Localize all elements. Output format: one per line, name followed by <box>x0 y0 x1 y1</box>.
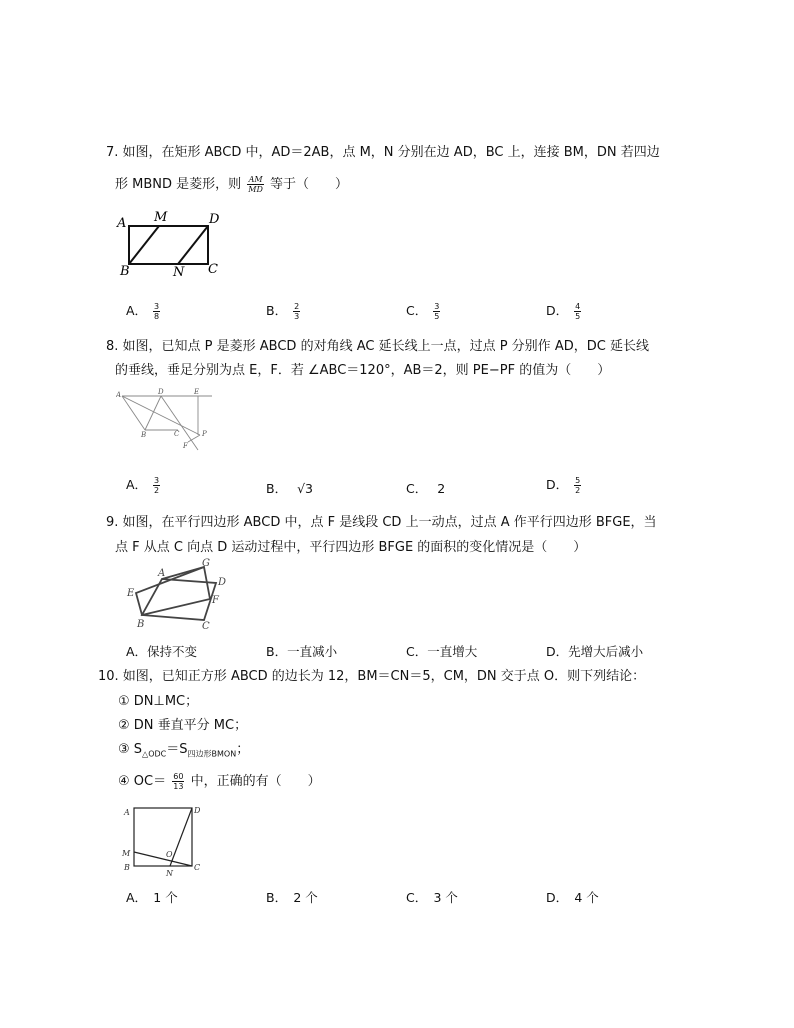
q7-stem-line2 <box>115 173 348 194</box>
q7-option-c-letter: C． <box>406 303 428 318</box>
q7-segment-dn <box>178 226 208 264</box>
q7-option-a-frac <box>153 302 160 321</box>
q10-option-d[interactable]: D． 4 个 <box>546 890 599 905</box>
q10-s3-sub2: 四边形BMON <box>187 749 237 759</box>
q8-label-c: C <box>174 430 180 438</box>
q10-label-m: M <box>122 849 131 858</box>
q9-option-a[interactable]: A．保持不变 <box>126 644 198 659</box>
q9-parallelogram-bfge <box>136 567 210 615</box>
q10-label-b: B <box>124 863 130 872</box>
q8-option-d-letter: D． <box>546 477 569 492</box>
q8-option-a-num: 3 <box>154 476 160 485</box>
q7-option-d-num: 4 <box>575 302 581 311</box>
q8-option-a-den: 2 <box>154 486 160 495</box>
q10-statement-4 <box>118 770 321 791</box>
q8-option-d[interactable] <box>546 475 583 495</box>
q8-option-b-letter: B． <box>266 481 288 496</box>
q10-label-o: O <box>166 850 173 859</box>
q10-s3-mid: ＝S <box>166 742 188 757</box>
q10-s4-post: 中，正确的有（ ） <box>190 774 321 789</box>
q7-option-a-den: 8 <box>154 312 160 321</box>
q9-segment-ag <box>162 567 204 579</box>
q7-stem-pre: 形 MBND 是菱形，则 <box>115 177 242 192</box>
q8-label-d: D <box>158 388 164 396</box>
q8-option-d-frac <box>574 476 581 495</box>
q7-fraction-den: MD <box>248 185 263 194</box>
q10-s4-frac-num: 60 <box>173 772 184 781</box>
q10-s4-frac <box>172 772 184 791</box>
q10-square <box>134 808 192 866</box>
q7-label-n: N <box>173 265 185 280</box>
q7-stem-line1: 7. 如图，在矩形 ABCD 中，AD＝2AB，点 M，N 分别在边 AD，BC 上，连接 BM，DN 若四边 <box>106 145 660 160</box>
q7-label-a: A <box>117 216 127 231</box>
q7-option-b-num: 2 <box>294 302 300 311</box>
q10-label-c: C <box>194 863 201 872</box>
q7-option-d-frac <box>574 302 581 321</box>
q8-option-a-letter: A． <box>126 477 148 492</box>
q10-stem-line1: 10. 如图，已知正方形 ABCD 的边长为 12，BM＝CN＝5，CM，DN 交于点 O．则下列结论： <box>98 669 646 684</box>
q10-label-n: N <box>166 869 173 878</box>
q8-figure <box>116 388 216 452</box>
q9-label-d: D <box>218 577 227 588</box>
q10-segment-cm <box>134 852 192 866</box>
q8-option-a[interactable] <box>126 475 162 495</box>
q9-option-b[interactable]: B．一直减小 <box>266 644 338 659</box>
q7-option-b[interactable] <box>266 301 302 321</box>
q10-option-a[interactable]: A． 1 个 <box>126 890 178 905</box>
q8-option-b-value: √3 <box>297 481 313 496</box>
q8-label-f: F <box>183 442 188 450</box>
q7-option-b-letter: B． <box>266 303 288 318</box>
q7-stem-post: 等于（ ） <box>270 177 349 192</box>
q8-option-c-letter: C． <box>406 481 428 496</box>
q10-statement-2: ② DN 垂直平分 MC； <box>118 718 248 733</box>
q9-label-f: F <box>212 595 219 606</box>
q9-label-a: A <box>158 568 166 579</box>
q7-option-a-num: 3 <box>154 302 160 311</box>
q7-fraction-num: AM <box>248 175 263 184</box>
q10-s3-pre: ③ S <box>118 742 143 757</box>
q8-option-a-frac <box>153 476 160 495</box>
q8-segment-dc-ext <box>161 396 198 450</box>
q7-option-b-frac <box>293 302 300 321</box>
q8-segment-bd <box>145 396 161 430</box>
q10-s3-post: ； <box>236 742 250 757</box>
q9-option-d[interactable]: D．先增大后减小 <box>546 644 644 659</box>
q10-option-c[interactable]: C． 3 个 <box>406 890 458 905</box>
q7-figure <box>112 208 227 280</box>
q10-figure <box>118 802 210 878</box>
q7-option-d-den: 5 <box>575 312 581 321</box>
q7-fraction <box>247 175 264 194</box>
q7-label-d: D <box>209 212 220 227</box>
q8-option-b[interactable] <box>266 479 313 497</box>
q9-label-e: E <box>127 588 135 599</box>
q9-label-c: C <box>202 621 210 631</box>
q10-label-a: A <box>124 808 130 817</box>
q8-label-e: E <box>194 388 200 396</box>
q9-option-c[interactable]: C．一直增大 <box>406 644 478 659</box>
q8-diagonal-ap <box>122 396 200 435</box>
q8-stem-line1: 8. 如图，已知点 P 是菱形 ABCD 的对角线 AC 延长线上一点，过点 P 分别作 AD，DC 延长线 <box>106 339 649 354</box>
q7-option-d-letter: D． <box>546 303 569 318</box>
q10-s4-frac-den: 13 <box>173 782 184 791</box>
q9-figure <box>124 557 236 631</box>
q7-option-c-frac <box>433 302 440 321</box>
q10-label-d: D <box>194 806 201 815</box>
q8-label-b: B <box>141 431 147 439</box>
q7-label-m: M <box>154 210 168 225</box>
q7-option-c-num: 3 <box>434 302 440 311</box>
q7-option-a[interactable] <box>126 301 162 321</box>
q9-stem-line2: 点 F 从点 C 向点 D 运动过程中，平行四边形 BFGE 的面积的变化情况是（ ） <box>115 540 587 555</box>
q8-label-a: A <box>116 391 122 399</box>
q10-statement-1: ① DN⊥MC； <box>118 694 199 709</box>
q8-option-d-num: 5 <box>575 476 581 485</box>
q7-option-b-den: 3 <box>294 312 300 321</box>
q7-option-d[interactable] <box>546 301 583 321</box>
q8-segment-ab <box>122 396 145 430</box>
q8-label-p: P <box>202 430 207 438</box>
q7-segment-bm <box>129 226 159 264</box>
q10-segment-dn <box>170 808 192 866</box>
q7-rectangle <box>129 226 208 264</box>
q10-s3-sub1: △ODC <box>142 749 167 759</box>
q8-stem-line2: 的垂线，垂足分别为点 E，F．若 ∠ABC＝120°，AB＝2，则 PE−PF 的值为（ ） <box>115 363 611 378</box>
q7-option-c[interactable] <box>406 301 442 321</box>
q10-s4-pre: ④ OC＝ <box>118 774 167 789</box>
q9-stem-line1: 9. 如图，在平行四边形 ABCD 中，点 F 是线段 CD 上一动点，过点 A 作平行四边形 BFGE，当 <box>106 515 657 530</box>
q10-statement-3 <box>118 738 249 760</box>
q8-option-d-den: 2 <box>575 486 581 495</box>
q7-label-c: C <box>208 262 218 277</box>
q9-label-b: B <box>137 619 145 630</box>
q8-option-c-value: 2 <box>437 481 446 496</box>
q9-label-g: G <box>202 558 210 569</box>
q10-option-b[interactable]: B． 2 个 <box>266 890 318 905</box>
q7-label-b: B <box>120 264 130 279</box>
q7-option-c-den: 5 <box>434 312 440 321</box>
q7-option-a-letter: A． <box>126 303 148 318</box>
q8-option-c[interactable] <box>406 479 445 497</box>
